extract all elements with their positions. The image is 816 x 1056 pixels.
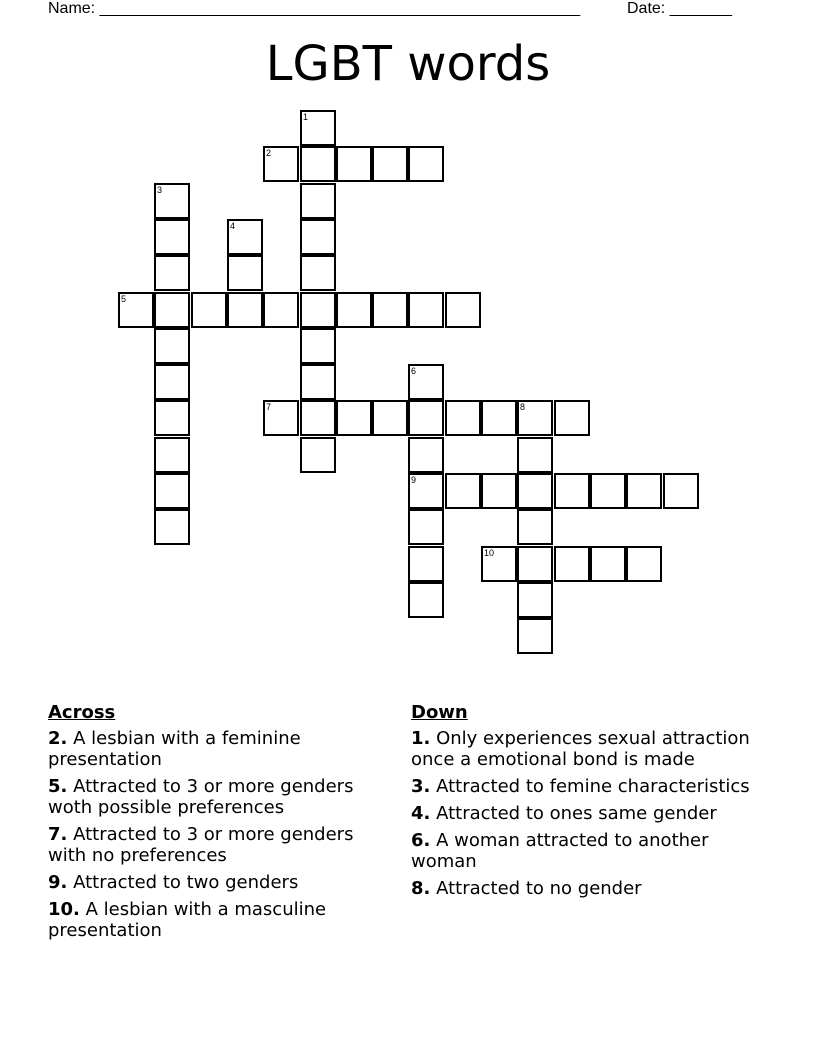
down-clue xyxy=(411,803,771,824)
down-clue xyxy=(411,776,771,797)
clue-text: A lesbian with a feminine presentation xyxy=(48,728,301,770)
grid-cell[interactable] xyxy=(154,400,190,436)
grid-cell[interactable] xyxy=(445,400,481,436)
grid-cell[interactable] xyxy=(300,328,336,364)
grid-cell[interactable] xyxy=(372,292,408,328)
grid-cell[interactable] xyxy=(554,400,590,436)
grid-cell[interactable] xyxy=(517,618,553,654)
cell-number: 4 xyxy=(230,221,236,231)
grid-cell[interactable] xyxy=(154,473,190,509)
across-clues xyxy=(48,702,393,947)
across-clue xyxy=(48,776,393,818)
cell-number: 3 xyxy=(157,185,163,195)
grid-cell[interactable] xyxy=(481,546,517,582)
down-heading: Down xyxy=(411,702,468,723)
grid-cell[interactable] xyxy=(517,509,553,545)
clue-number: 2. xyxy=(48,728,68,749)
grid-cell[interactable] xyxy=(154,509,190,545)
grid-cell[interactable] xyxy=(263,292,299,328)
grid-cell[interactable] xyxy=(372,146,408,182)
clue-number: 6. xyxy=(411,830,431,851)
clue-text: Attracted to 3 or more genders with no preferences xyxy=(48,824,354,866)
across-clue xyxy=(48,728,393,770)
across-heading: Across xyxy=(48,702,116,723)
grid-cell[interactable] xyxy=(590,473,626,509)
name-field-label: Name: ______________________________________________________ xyxy=(48,0,581,17)
grid-cell[interactable] xyxy=(408,437,444,473)
grid-cell[interactable] xyxy=(336,146,372,182)
cell-number: 1 xyxy=(303,112,309,122)
clue-number: 10. xyxy=(48,899,80,920)
grid-cell[interactable] xyxy=(408,146,444,182)
grid-cell[interactable] xyxy=(263,400,299,436)
grid-cell[interactable] xyxy=(300,364,336,400)
grid-cell[interactable] xyxy=(445,292,481,328)
grid-cell[interactable] xyxy=(408,473,444,509)
grid-cell[interactable] xyxy=(154,292,190,328)
grid-cell[interactable] xyxy=(300,400,336,436)
grid-cell[interactable] xyxy=(408,292,444,328)
grid-cell[interactable] xyxy=(408,364,444,400)
grid-cell[interactable] xyxy=(517,437,553,473)
grid-cell[interactable] xyxy=(154,183,190,219)
grid-cell[interactable] xyxy=(154,255,190,291)
cell-number: 2 xyxy=(266,148,272,158)
cell-number: 6 xyxy=(411,366,417,376)
page-title: LGBT words xyxy=(265,36,551,92)
grid-cell[interactable] xyxy=(227,219,263,255)
down-clue xyxy=(411,830,771,872)
across-clue xyxy=(48,824,393,866)
grid-cell[interactable] xyxy=(227,255,263,291)
grid-cell[interactable] xyxy=(336,292,372,328)
grid-cell[interactable] xyxy=(626,473,662,509)
grid-cell[interactable] xyxy=(154,364,190,400)
grid-cell[interactable] xyxy=(372,400,408,436)
grid-cell[interactable] xyxy=(154,328,190,364)
down-clues xyxy=(411,702,771,905)
clue-number: 1. xyxy=(411,728,431,749)
grid-cell[interactable] xyxy=(517,582,553,618)
grid-cell[interactable] xyxy=(517,546,553,582)
clue-number: 3. xyxy=(411,776,431,797)
cell-number: 10 xyxy=(484,548,495,558)
clue-number: 4. xyxy=(411,803,431,824)
grid-cell[interactable] xyxy=(300,255,336,291)
grid-cell[interactable] xyxy=(300,183,336,219)
across-clue-list xyxy=(48,728,393,941)
grid-cell[interactable] xyxy=(554,473,590,509)
grid-cell[interactable] xyxy=(590,546,626,582)
grid-cell[interactable] xyxy=(554,546,590,582)
down-clue-list xyxy=(411,728,771,899)
clue-text: Attracted to ones same gender xyxy=(436,803,717,824)
cell-number: 7 xyxy=(266,402,272,412)
grid-cell[interactable] xyxy=(408,546,444,582)
grid-cell[interactable] xyxy=(408,400,444,436)
across-clue xyxy=(48,872,393,893)
grid-cell[interactable] xyxy=(445,473,481,509)
cell-number: 9 xyxy=(411,475,417,485)
grid-cell[interactable] xyxy=(408,509,444,545)
clue-text: Only experiences sexual attraction once a emotional bond is made xyxy=(411,728,750,770)
clue-text: Attracted to 3 or more genders woth possible preferences xyxy=(48,776,354,818)
date-field-label: Date: _______ xyxy=(627,0,732,17)
grid-cell[interactable] xyxy=(481,473,517,509)
grid-cell[interactable] xyxy=(517,400,553,436)
clue-text: A lesbian with a masculine presentation xyxy=(48,899,327,941)
cell-number: 5 xyxy=(121,294,127,304)
grid-cell[interactable] xyxy=(300,146,336,182)
grid-cell[interactable] xyxy=(626,546,662,582)
grid-cell[interactable] xyxy=(191,292,227,328)
clue-number: 8. xyxy=(411,878,431,899)
clue-number: 9. xyxy=(48,872,68,893)
grid-cell[interactable] xyxy=(300,292,336,328)
grid-cell[interactable] xyxy=(408,582,444,618)
grid-cell[interactable] xyxy=(263,146,299,182)
grid-cell[interactable] xyxy=(154,437,190,473)
grid-cell[interactable] xyxy=(517,473,553,509)
grid-cell[interactable] xyxy=(300,437,336,473)
grid-cell[interactable] xyxy=(481,400,517,436)
grid-cell[interactable] xyxy=(300,219,336,255)
grid-cell[interactable] xyxy=(227,292,263,328)
clue-text: A woman attracted to another woman xyxy=(411,830,709,872)
across-clue xyxy=(48,899,393,941)
clue-text: Attracted to two genders xyxy=(73,872,299,893)
clue-number: 5. xyxy=(48,776,68,797)
grid-cell[interactable] xyxy=(336,400,372,436)
clue-text: Attracted to femine characteristics xyxy=(436,776,750,797)
grid-cell[interactable] xyxy=(300,110,336,146)
clue-text: Attracted to no gender xyxy=(436,878,642,899)
grid-cell[interactable] xyxy=(663,473,699,509)
clue-number: 7. xyxy=(48,824,68,845)
cell-number: 8 xyxy=(520,402,526,412)
grid-cell[interactable] xyxy=(154,219,190,255)
down-clue xyxy=(411,728,771,770)
grid-cell[interactable] xyxy=(118,292,154,328)
down-clue xyxy=(411,878,771,899)
